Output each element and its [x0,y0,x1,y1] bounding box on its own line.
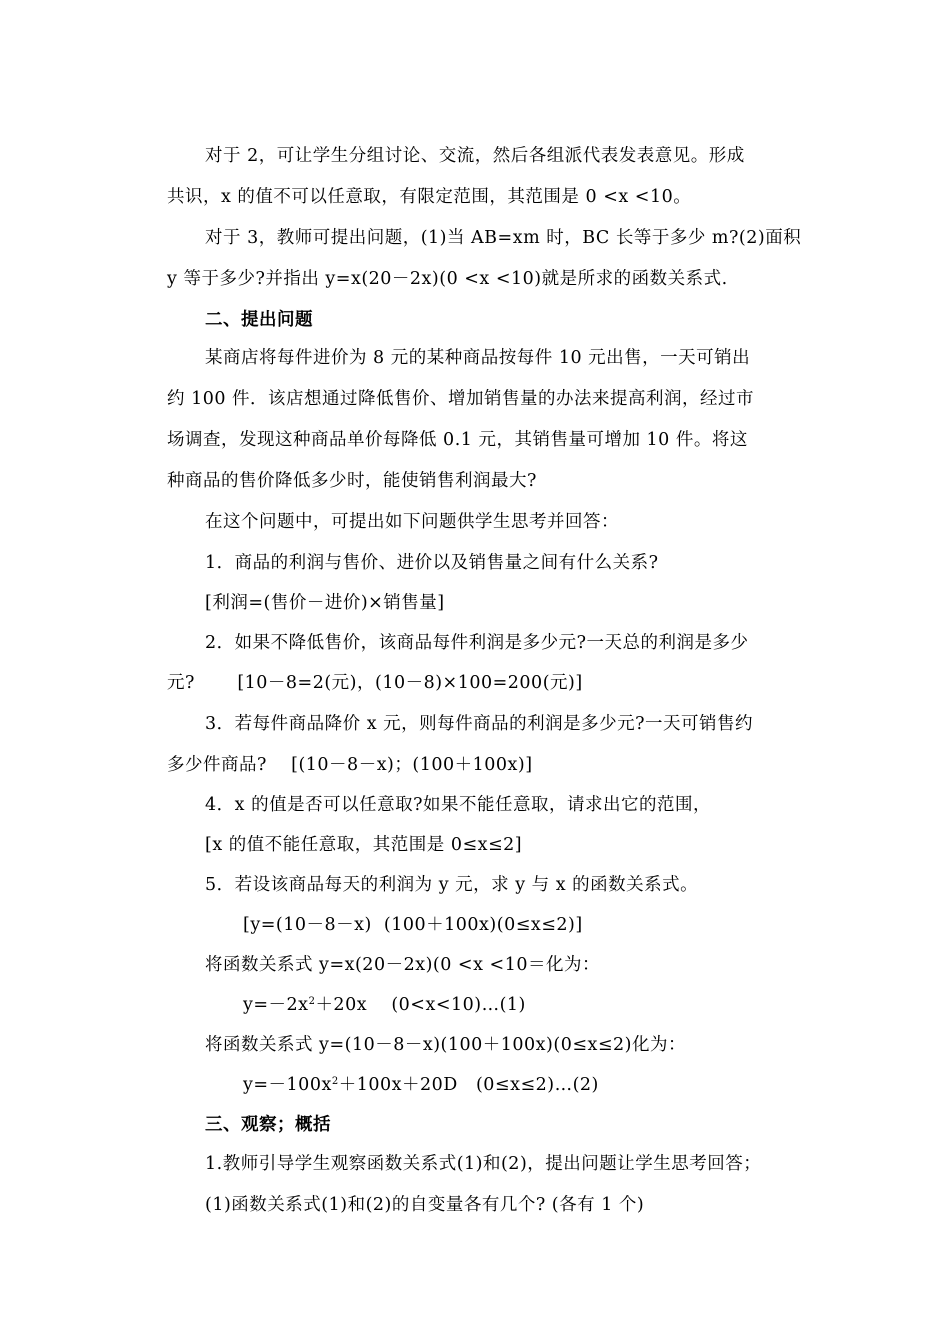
paragraph-line: 共识，x 的值不可以任意取，有限定范围，其范围是 0 <x <10。 [167,187,692,207]
paragraph-line: (1)函数关系式(1)和(2)的自变量各有几个? (各有 1 个) [205,1195,645,1215]
answer-line: 元? [10－8=2(元)，(10－8)×100=200(元)] [167,673,583,693]
paragraph-line: 在这个问题中，可提出如下问题供学生思考并回答： [205,512,619,532]
formula-2: $y=-100x^2+100x+20D$ (0≤x≤2)…(2) [243,1075,599,1095]
paragraph-line: 对于 3，教师可提出问题，(1)当 AB=xm 时，BC 长等于多少 m?(2)面积 [205,228,802,248]
answer-line: [y=(10－8－x) (100＋100x)(0≤x≤2)] [243,915,583,935]
question-item: 2．如果不降低售价，该商品每件利润是多少元?一天总的利润是多少 [205,633,749,653]
question-item: 3．若每件商品降价 x 元，则每件商品的利润是多少元?一天可销售约 [205,714,754,734]
question-item: 4．x 的值是否可以任意取?如果不能任意取，请求出它的范围， [205,795,711,815]
answer-line: [利润=(售价－进价)×销售量] [205,593,445,613]
formula-1: $y=-2x^2+20x$ (0<x<10)…(1) [243,995,526,1015]
section-heading: 二、提出问题 [205,310,313,330]
paragraph-line: 某商店将每件进价为 8 元的某种商品按每件 10 元出售，一天可销出 [205,348,751,368]
paragraph-line: 种商品的售价降低多少时，能使销售利润最大? [167,471,537,491]
paragraph-line: y 等于多少?并指出 y=x(20－2x)(0 <x <10)就是所求的函数关系式. [167,269,728,289]
answer-line: 多少件商品? [(10－8－x)；(100＋100x)] [167,755,533,775]
paragraph-line: 1.教师引导学生观察函数关系式(1)和(2)，提出问题让学生思考回答； [205,1154,762,1174]
answer-line: [x 的值不能任意取，其范围是 0≤x≤2] [205,835,523,855]
paragraph-line: 约 100 件．该店想通过降低售价、增加销售量的办法来提高利润，经过市 [167,389,755,409]
paragraph-line: 将函数关系式 y=x(20－2x)(0 <x <10＝化为： [205,955,600,975]
paragraph-line: 对于 2，可让学生分组讨论、交流，然后各组派代表发表意见。形成 [205,146,745,166]
question-item: 1．商品的利润与售价、进价以及销售量之间有什么关系? [205,553,659,573]
question-item: 5．若设该商品每天的利润为 y 元，求 y 与 x 的函数关系式。 [205,875,699,895]
section-heading: 三、观察；概括 [205,1115,331,1135]
paragraph-line: 场调查，发现这种商品单价每降低 0.1 元，其销售量可增加 10 件。将这 [167,430,748,450]
paragraph-line: 将函数关系式 y=(10－8－x)(100＋100x)(0≤x≤2)化为： [205,1035,686,1055]
